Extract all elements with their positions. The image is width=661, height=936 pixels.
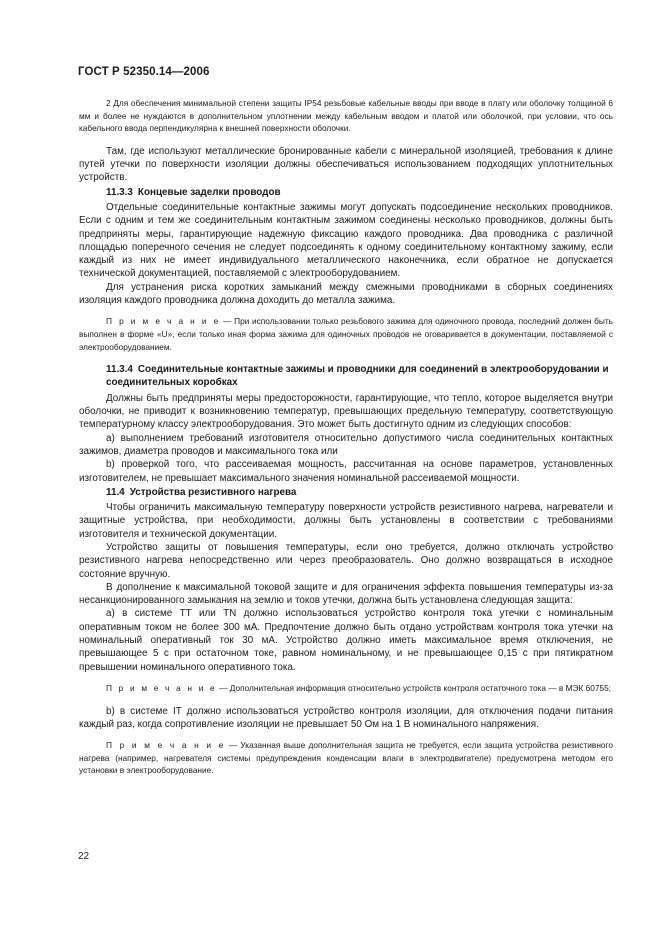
note-text: — Указанная выше дополнительная защита не требуется, если защита устройства резистивного нагрева (например, нагревателя системы предупреждения конденсации влаги в электродвигателе) предусмотрена методом его установки в электрооборудование. xyxy=(79,740,613,776)
paragraph-short-circuit: Для устранения риска коротких замыканий между смежными проводниками в сборных соединениях изоляция каждого проводника должна доходить до металла зажима. xyxy=(79,281,613,307)
note-2 xyxy=(79,682,613,695)
section-number: 11.4 xyxy=(106,486,125,498)
document-body xyxy=(79,97,613,787)
page-number: 22 xyxy=(78,851,90,862)
note-text: — Дополнительная информация относительно устройств контроля остаточного тока — в МЭК 60755; xyxy=(216,682,611,693)
paragraph-terminals: Отдельные соединительные контактные зажимы могут допускать подсоединение нескольких проводников. Если с одним и тем же соединительным контактным зажимом соединены несколько проводников, должны быть предприняты меры, гарантирующие надежную фиксацию каждого проводника. Два проводника с различной площадью поперечного сечения не следует подсоединять к одному соединительному контактному зажиму, если каждый из них не имеет индивидуального металлического наконечника, если обратное не допускается технической документацией, поставляемой с электрооборудованием. xyxy=(79,201,613,280)
paragraph-limit-temperature: Чтобы ограничить максимальную температуру поверхности устройств резистивного нагрева, нагреватели и защитные устройства, при необходимости, должны быть установлены в соответствии с требованиями изготовителя и технической документации. xyxy=(79,502,613,540)
list-item-a: a) выполнением требований изготовителя относительно допустимого числа соединительных контактных зажимов, диаметра проводов и максимального тока или xyxy=(79,432,613,457)
list-item-b: b) проверкой того, что рассеиваемая мощность, рассчитанная на основе параметров, установленных изготовителем, не превышает максимального значения номинальной рассеиваемой мощности. xyxy=(79,459,613,484)
note-label: П р и м е ч а н и е xyxy=(106,740,226,751)
note-label: П р и м е ч а н и е xyxy=(106,316,221,327)
footnote-2: 2 Для обеспечения минимальной степени защиты IP54 резьбовые кабельные вводы при вводе в плату или оболочку толщиной 6 мм и более не нуждаются в дополнительном уплотнении между кабельным вводом и платой или оболочкой, при условии, что ось кабельного ввода перпендикулярна к внешней поверхности оболочки. xyxy=(79,98,613,134)
paragraph-protection-device: Устройство защиты от повышения температуры, если оно требуется, должно отключать устройство резистивного нагрева непосредственно или через преобразователь. Оно должно возвращаться в исходное состояние вручную. xyxy=(79,541,613,580)
section-title: Устройства резистивного нагрева xyxy=(129,486,297,498)
section-title: Концевые заделки проводов xyxy=(137,186,281,198)
section-heading-11-3-4 xyxy=(79,363,613,390)
note-text: — При использовании только резьбового зажима для одиночного провода, последний должен быть выполнен в форме «U», если только иная форма зажима для одиночных проводов не оговаривается в документации, поставляемой с электрооборудованием. xyxy=(79,316,613,352)
note-3 xyxy=(79,739,613,777)
section-heading-11-3-3 xyxy=(79,186,613,199)
list-item-it: b) в системе IT должно использоваться устройство контроля изоляции, для отключения подачи питания каждый раз, когда сопротивление изоляции не превышает 50 Ом на 1 В номинального напряжения. xyxy=(79,705,613,730)
note-label: П р и м е ч а н и е xyxy=(106,682,217,693)
paragraph-mineral-cables: Там, где используют металлические бронированные кабели с минеральной изоляцией, требования к длине путей утечки по поверхности изоляции должны обеспечиваться использованием подходящих уплотнительных устройств. xyxy=(79,145,613,184)
document-header: ГОСТ Р 52350.14—2006 xyxy=(78,66,210,78)
paragraph-additional-protection: В дополнение к максимальной токовой защите и для ограничения эффекта повышения температуры из-за несанкционированного замыкания на землю и токов утечки, должна быть установлена следующая защита: xyxy=(79,581,613,607)
section-number: 11.3.3 xyxy=(106,186,133,198)
note-1 xyxy=(79,315,613,353)
section-title: Соединительные контактные зажимы и проводники для соединений в электрооборудовании и соединительных коробках xyxy=(106,364,609,389)
list-item-tt-tn: a) в системе ТТ или TN должно использоваться устройство контроля тока утечки с номинальным оперативным током не более 300 мА. Предпочтение должно быть отдано устройствам контроля тока утечки на номинальный оперативный ток 30 мА. Устройство должно иметь максимальное время отключения, не превышающее 5 с при остаточном токе, равном номинальному, и не превышающее 0,15 с при пятикратном превышении номинального оперативного тока. xyxy=(79,608,613,673)
paragraph-precaution: Должны быть предприняты меры предосторожности, гарантирующие, что тепло, которое выделяется внутри оболочки, не приводит к возникновению температур, превышающих предельную температуру, соответствующую температурному классу электрооборудования. Это может быть достигнуто одним из следующих способов: xyxy=(79,392,613,431)
section-number: 11.3.4 xyxy=(106,364,133,376)
section-heading-11-4 xyxy=(79,486,613,499)
